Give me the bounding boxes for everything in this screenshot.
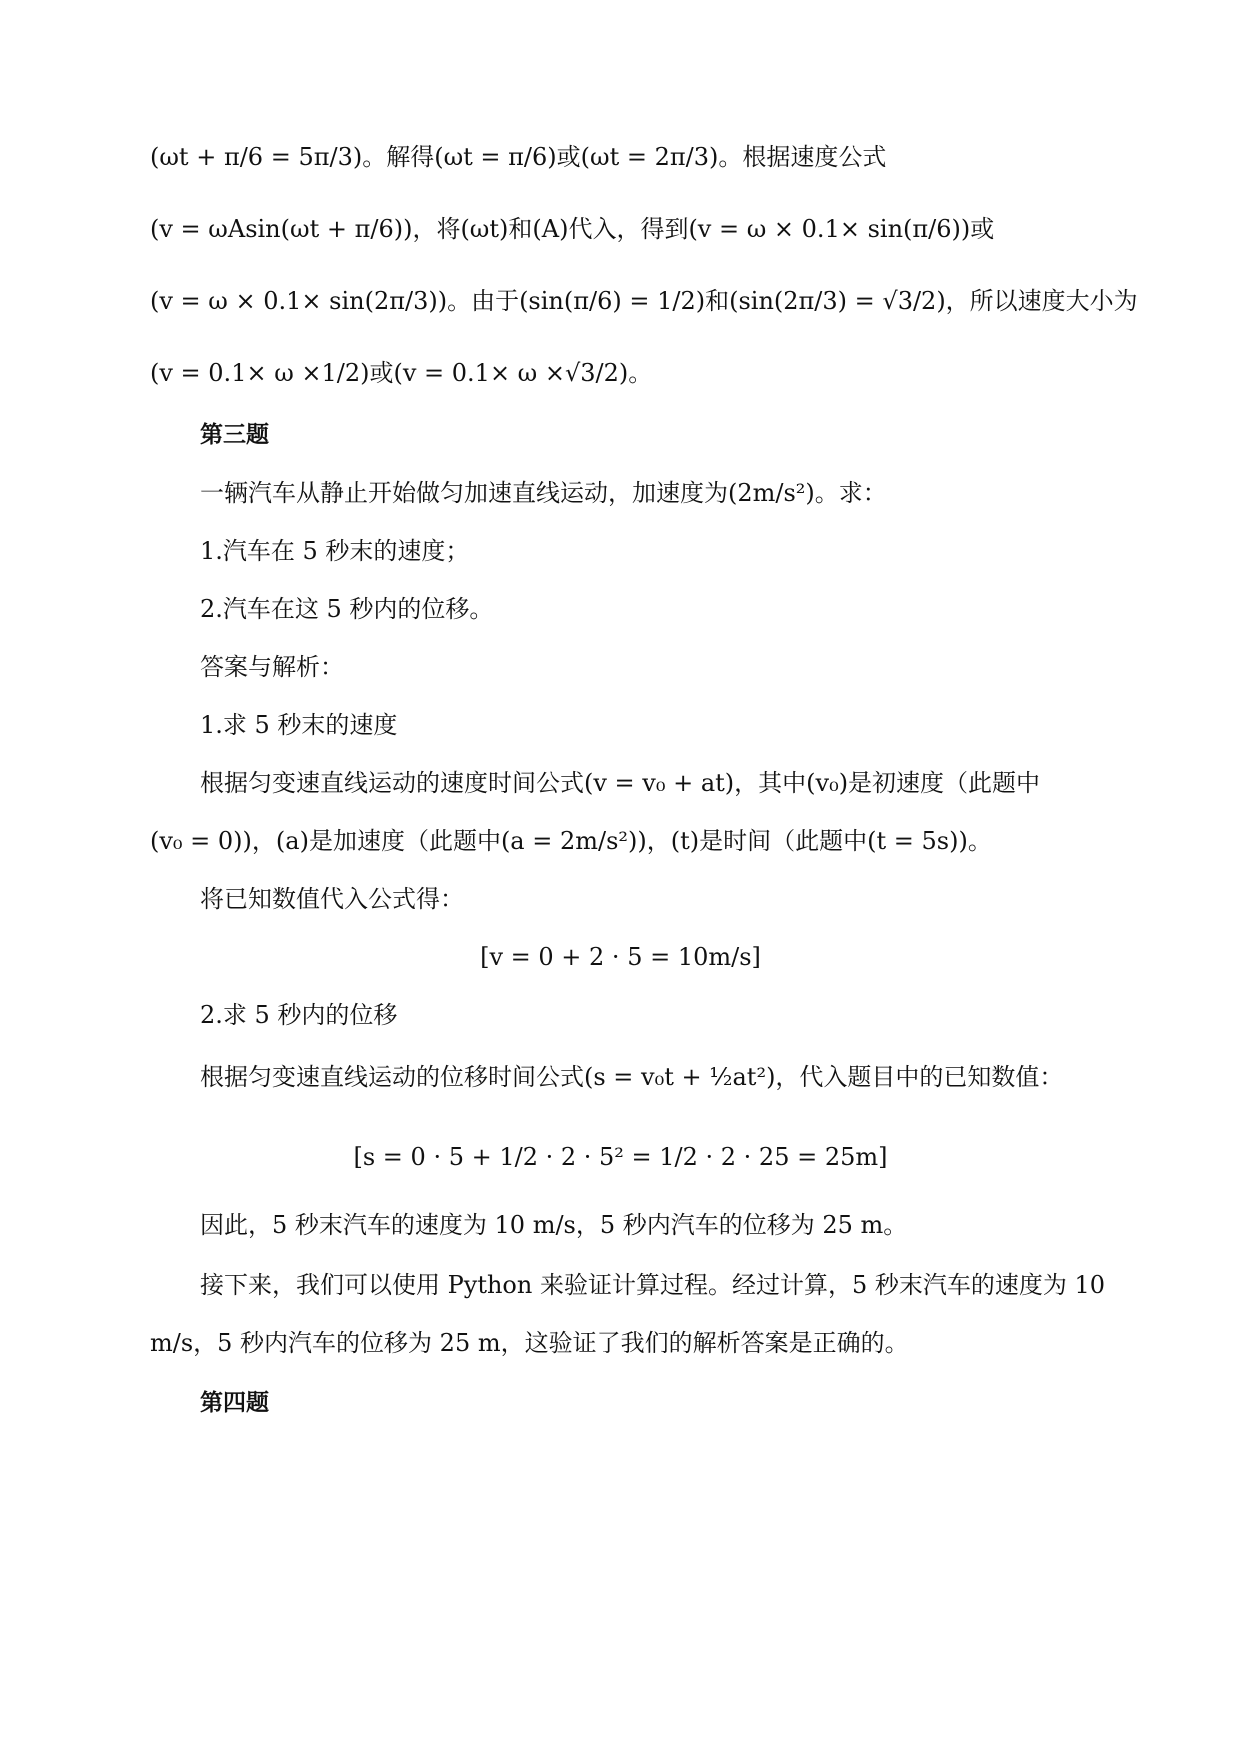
section-heading: 第三题 xyxy=(200,422,269,448)
paragraph-line: 将已知数值代入公式得： xyxy=(200,885,464,913)
section-heading: 第四题 xyxy=(200,1390,269,1416)
paragraph-line: 答案与解析： xyxy=(200,653,344,681)
paragraph-line: (v = ωAsin(ωt + π/6))，将(ωt)和(A)代入，得到(v = ω × 0.1× sin(π/6))或 xyxy=(150,215,995,243)
subheading: 1.求 5 秒末的速度 xyxy=(200,711,398,739)
list-item: 1.汽车在 5 秒末的速度； xyxy=(200,537,470,565)
paragraph-line: (v₀ = 0))，(a)是加速度（此题中(a = 2m/s²))，(t)是时间（此题中(t = 5s))。 xyxy=(150,827,992,855)
paragraph-line: 一辆汽车从静止开始做匀加速直线运动，加速度为(2m/s²)。求： xyxy=(200,479,887,507)
equation: [v = 0 + 2 · 5 = 10m/s] xyxy=(480,943,761,971)
list-item: 2.汽车在这 5 秒内的位移。 xyxy=(200,595,494,623)
paragraph-line: m/s，5 秒内汽车的位移为 25 m，这验证了我们的解析答案是正确的。 xyxy=(150,1329,909,1357)
paragraph-line: (v = 0.1× ω ×1/2)或(v = 0.1× ω ×√3/2)。 xyxy=(150,359,653,387)
paragraph-line: 根据匀变速直线运动的速度时间公式(v = v₀ + at)，其中(v₀)是初速度（此题中 xyxy=(200,769,1041,797)
paragraph-line: 接下来，我们可以使用 Python 来验证计算过程。经过计算，5 秒末汽车的速度为 10 xyxy=(200,1271,1106,1299)
paragraph-line: (ωt + π/6 = 5π/3)。解得(ωt = π/6)或(ωt = 2π/3)。根据速度公式 xyxy=(150,143,887,171)
paragraph-line: 根据匀变速直线运动的位移时间公式(s = v₀t + ½at²)，代入题目中的已知数值： xyxy=(200,1063,1064,1091)
paragraph-line: 因此，5 秒末汽车的速度为 10 m/s，5 秒内汽车的位移为 25 m。 xyxy=(200,1211,908,1239)
equation: [s = 0 · 5 + 1/2 · 2 · 5² = 1/2 · 2 · 25 = 25m] xyxy=(353,1143,888,1171)
paragraph-line: (v = ω × 0.1× sin(2π/3))。由于(sin(π/6) = 1/2)和(sin(2π/3) = √3/2)，所以速度大小为 xyxy=(150,287,1138,315)
subheading: 2.求 5 秒内的位移 xyxy=(200,1001,398,1029)
